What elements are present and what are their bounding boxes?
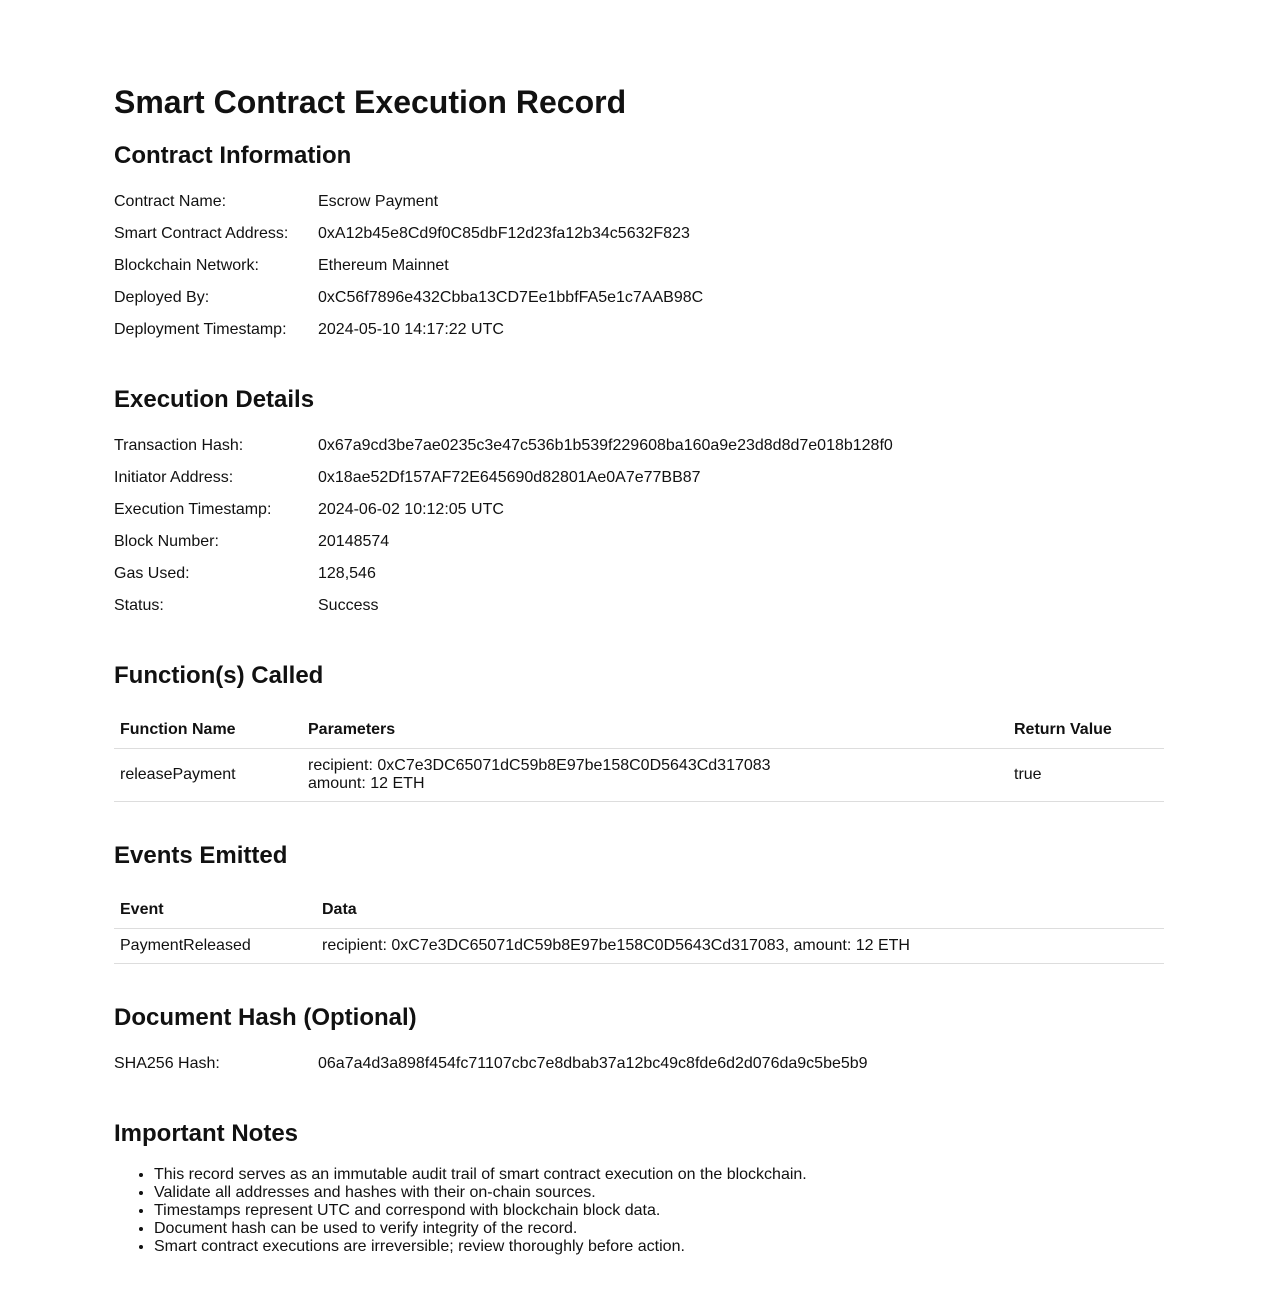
notes-heading: Important Notes	[114, 1120, 299, 1147]
status-row	[114, 590, 1164, 622]
functions-table	[114, 712, 1164, 802]
contract-info-section	[114, 142, 1164, 346]
deployed-by-label: Deployed By:	[114, 289, 210, 306]
contract-name-row	[114, 186, 1164, 218]
table-row	[114, 929, 1164, 964]
deployment-timestamp-row	[114, 314, 1164, 346]
execution-heading: Execution Details	[114, 386, 315, 413]
events-heading: Events Emitted	[114, 842, 288, 869]
functions-section	[114, 662, 1164, 802]
event-column-header: Event	[114, 892, 316, 929]
deployed-by-value: 0xC56f7896e432Cbba13CD7Ee1bbfFA5e1c7AAB98C	[318, 289, 704, 306]
blockchain-network-label: Blockchain Network:	[114, 257, 259, 274]
gas-used-label: Gas Used:	[114, 565, 190, 582]
function-name-column-header: Function Name	[114, 712, 302, 749]
contract-info-heading: Contract Information	[114, 142, 352, 169]
blockchain-network-value: Ethereum Mainnet	[318, 257, 449, 274]
transaction-hash-row	[114, 430, 1164, 462]
events-header-row	[114, 892, 1164, 929]
document-hash-section	[114, 1004, 1164, 1080]
list-item: • Smart contract executions are irreversible; review thoroughly before action.	[154, 1238, 1164, 1256]
contract-address-row	[114, 218, 1164, 250]
transaction-hash-value: 0x67a9cd3be7ae0235c3e47c536b1b539f229608ba160a9e23d8d8d7e018b128f0	[318, 437, 893, 454]
list-item: • Document hash can be used to verify integrity of the record.	[154, 1220, 1164, 1238]
function-name-cell: releasePayment	[114, 749, 302, 802]
contract-info-list	[114, 186, 1164, 346]
document-hash-heading: Document Hash (Optional)	[114, 1004, 417, 1031]
sha256-hash-value: 06a7a4d3a898f454fc71107cbc7e8dbab37a12bc49c8fde6d2d076da9c5be5b9	[318, 1055, 868, 1072]
contract-address-label: Smart Contract Address:	[114, 225, 289, 242]
parameters-cell	[302, 749, 1008, 802]
transaction-hash-label: Transaction Hash:	[114, 437, 244, 454]
deployment-timestamp-label: Deployment Timestamp:	[114, 321, 287, 338]
page-title: Smart Contract Execution Record	[114, 84, 627, 120]
event-data-cell: recipient: 0xC7e3DC65071dC59b8E97be158C0D5643Cd317083, amount: 12 ETH	[316, 929, 1164, 964]
execution-timestamp-row	[114, 494, 1164, 526]
execution-list	[114, 430, 1164, 622]
deployed-by-row	[114, 282, 1164, 314]
block-number-value: 20148574	[318, 533, 390, 550]
return-value-cell: true	[1008, 749, 1164, 802]
block-number-label: Block Number:	[114, 533, 219, 550]
parameter-amount: amount: 12 ETH	[308, 775, 425, 792]
list-item: • Timestamps represent UTC and correspond with blockchain block data.	[154, 1202, 1164, 1220]
contract-name-value: Escrow Payment	[318, 193, 439, 210]
gas-used-row	[114, 558, 1164, 590]
initiator-address-value: 0x18ae52Df157AF72E645690d82801Ae0A7e77BB87	[318, 469, 701, 486]
initiator-address-row	[114, 462, 1164, 494]
parameters-column-header: Parameters	[302, 712, 1008, 749]
events-section	[114, 842, 1164, 964]
status-label: Status:	[114, 597, 164, 614]
parameter-recipient: recipient: 0xC7e3DC65071dC59b8E97be158C0D5643Cd317083	[308, 757, 771, 774]
functions-heading: Function(s) Called	[114, 662, 324, 689]
event-name-cell: PaymentReleased	[114, 929, 316, 964]
notes-list	[114, 1166, 1164, 1256]
gas-used-value: 128,546	[318, 565, 376, 582]
block-number-row	[114, 526, 1164, 558]
document-hash-list	[114, 1048, 1164, 1080]
table-row	[114, 749, 1164, 802]
status-value: Success	[318, 597, 379, 614]
sha256-hash-label: SHA256 Hash:	[114, 1055, 220, 1072]
contract-address-value: 0xA12b45e8Cd9f0C85dbF12d23fa12b34c5632F823	[318, 225, 690, 242]
execution-section	[114, 386, 1164, 622]
execution-timestamp-label: Execution Timestamp:	[114, 501, 272, 518]
list-item: • Validate all addresses and hashes with their on-chain sources.	[154, 1184, 1164, 1202]
deployment-timestamp-value: 2024-05-10 14:17:22 UTC	[318, 321, 504, 338]
sha256-hash-row	[114, 1048, 1164, 1080]
execution-timestamp-value: 2024-06-02 10:12:05 UTC	[318, 501, 504, 518]
list-item: • This record serves as an immutable audit trail of smart contract execution on the blockchain.	[154, 1166, 1164, 1184]
blockchain-network-row	[114, 250, 1164, 282]
contract-name-label: Contract Name:	[114, 193, 227, 210]
events-table	[114, 892, 1164, 964]
return-value-column-header: Return Value	[1008, 712, 1164, 749]
functions-header-row	[114, 712, 1164, 749]
data-column-header: Data	[316, 892, 1164, 929]
notes-section	[114, 1120, 1164, 1256]
initiator-address-label: Initiator Address:	[114, 469, 234, 486]
